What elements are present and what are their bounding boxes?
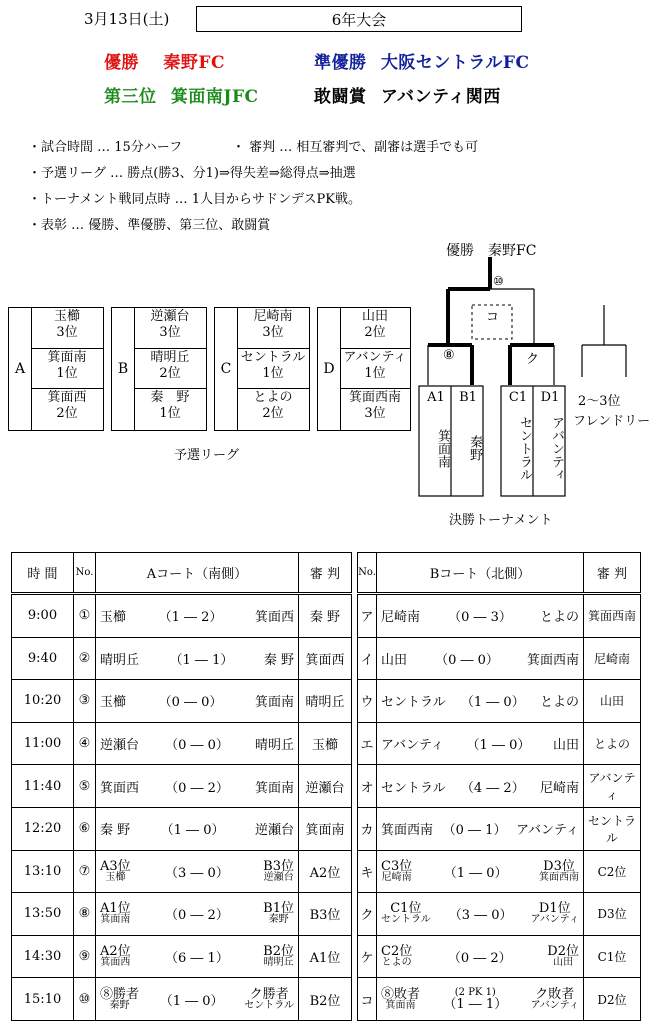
team-cell: 山田	[381, 652, 408, 668]
score-cell: （6 ― 1）	[165, 951, 229, 967]
schedule-row	[12, 722, 641, 765]
court-a-match	[96, 935, 299, 978]
team-cell: 晴明丘	[100, 652, 140, 668]
referee-a: B3位	[299, 893, 352, 936]
match-time: 13:10	[12, 850, 74, 893]
team-cell: A2位 箕面西	[100, 944, 131, 969]
referee-b: D3位	[584, 893, 641, 936]
match-time: 15:10	[12, 978, 74, 1021]
team-cell: 尼崎南	[539, 780, 579, 796]
semi-right-number: ク	[526, 352, 540, 367]
slot-team: セントラル	[517, 415, 532, 481]
referee-a: B2位	[299, 978, 352, 1021]
court-a-match	[96, 637, 299, 680]
group-team: 山田 2位	[340, 308, 410, 349]
court-a-match	[96, 765, 299, 808]
score-cell: （0 ― 2）	[165, 780, 229, 796]
match-number: ⑦	[74, 850, 96, 893]
slot-team: アバンティ	[549, 415, 564, 481]
group-team: セントラル 1位	[237, 349, 309, 390]
team-cell: 秦 野	[263, 652, 294, 668]
match-number-b: ウ	[358, 680, 377, 723]
header-court-b: Bコート（北側）	[377, 553, 584, 594]
match-number: ⑥	[74, 807, 96, 850]
slot-team: 箕面南	[435, 428, 450, 468]
third-place-match: コ	[486, 310, 500, 325]
match-number-b: ク	[358, 893, 377, 936]
team-cell: 箕面南	[254, 780, 294, 796]
team-cell: B1位 秦野	[263, 901, 294, 926]
referee-a: A2位	[299, 850, 352, 893]
match-number: ③	[74, 680, 96, 723]
team-cell: D3位 箕面西南	[539, 858, 579, 883]
match-number: ①	[74, 594, 96, 638]
referee-b: 山田	[584, 680, 641, 723]
court-a-match	[96, 893, 299, 936]
group-team: 箕面西南 3位	[348, 390, 401, 422]
header-ref-b: 審 判	[584, 553, 641, 594]
team-cell: とよの	[539, 610, 579, 626]
header-no-b: No.	[358, 553, 377, 594]
group-team: とよの 2位	[253, 390, 293, 422]
match-number: ④	[74, 722, 96, 765]
match-number: ②	[74, 637, 96, 680]
referee-b: とよの	[584, 722, 641, 765]
referee-a: 晴明丘	[299, 680, 352, 723]
team-cell: 尼崎南	[381, 610, 421, 626]
schedule-row	[12, 807, 641, 850]
match-number: ⑧	[74, 893, 96, 936]
runner-team: 大阪セントラルFC	[380, 53, 530, 73]
team-cell: セントラル	[381, 780, 446, 796]
court-b-match	[377, 680, 584, 723]
score-cell: （0 ― 1）	[442, 823, 507, 839]
score-cell: （3 ― 0）	[448, 908, 513, 924]
slot-code: B1	[459, 390, 477, 405]
referee-a: 玉櫛	[299, 722, 352, 765]
match-number-b: エ	[358, 722, 377, 765]
rule-line-1b: ・ 審判 … 相互審判で、副審は選手でも可	[232, 140, 479, 155]
schedule-row	[12, 637, 641, 680]
third-label: 第三位	[104, 87, 157, 107]
group-b	[111, 307, 207, 431]
court-a-match	[96, 722, 299, 765]
slot-code: C1	[508, 390, 528, 405]
schedule-row	[12, 935, 641, 978]
tournament-label: 決勝トーナメント	[449, 513, 553, 528]
court-b-match	[377, 978, 584, 1021]
team-cell: とよの	[539, 695, 579, 711]
score-cell: （1 ― 2）	[158, 610, 223, 626]
header-court-a: Aコート（南側）	[96, 553, 299, 594]
team-cell: B2位 晴明丘	[263, 944, 294, 969]
referee-b: D2位	[584, 978, 641, 1021]
team-cell: アバンティ	[381, 738, 444, 754]
match-number-b: キ	[358, 850, 377, 893]
group-team: 箕面西 2位	[47, 390, 87, 422]
schedule-table	[11, 552, 641, 1021]
score-cell: （1 ― 1）	[169, 652, 234, 668]
team-cell: ク勝者 セントラル	[244, 986, 294, 1011]
team-cell: 山田	[552, 738, 579, 754]
champion-team: 秦野FC	[163, 53, 226, 73]
referee-b: 箕面西南	[584, 594, 641, 638]
court-b-match	[377, 765, 584, 808]
court-b-match	[377, 850, 584, 893]
team-cell: C1位 セントラル	[381, 901, 431, 926]
schedule-row	[12, 765, 641, 808]
score-cell: （0 ― 3）	[448, 610, 512, 626]
match-number: ⑩	[74, 978, 96, 1021]
match-time: 12:20	[12, 807, 74, 850]
referee-a: A1位	[299, 935, 352, 978]
match-time: 9:00	[12, 594, 74, 638]
score-cell: （1 ― 0）	[160, 823, 225, 839]
third-team: 箕面南JFC	[170, 87, 259, 107]
team-cell: A3位 玉櫛	[100, 858, 131, 883]
team-cell: ク敗者 アバンティ	[530, 986, 579, 1011]
runner-label: 準優勝	[314, 53, 367, 73]
team-cell: D1位 アバンティ	[530, 901, 579, 926]
bracket-winner: 優勝 秦野FC	[446, 243, 537, 259]
score-cell: （0 ― 0）	[435, 652, 499, 668]
match-number-b: カ	[358, 807, 377, 850]
match-time: 10:20	[12, 680, 74, 723]
match-number-b: オ	[358, 765, 377, 808]
court-a-match	[96, 850, 299, 893]
team-cell: 晴明丘	[254, 738, 294, 754]
group-team: 箕面南 1位	[31, 349, 103, 390]
match-number: ⑤	[74, 765, 96, 808]
match-time: 11:00	[12, 722, 74, 765]
score-cell: （4 ― 2）	[460, 780, 525, 796]
court-a-match	[96, 680, 299, 723]
group-letter: C	[215, 308, 238, 430]
header-ref-a: 審 判	[299, 553, 352, 594]
schedule-row	[12, 893, 641, 936]
court-a-match	[96, 978, 299, 1021]
team-cell: B3位 逆瀬台	[263, 858, 294, 883]
event-title: 6年大会	[196, 6, 522, 32]
team-cell: 箕面西	[100, 780, 140, 796]
fighting-award	[314, 82, 501, 107]
score-cell: （3 ― 0）	[165, 865, 229, 881]
match-number-b: イ	[358, 637, 377, 680]
referee-b: C1位	[584, 935, 641, 978]
match-number-b: ア	[358, 594, 377, 638]
slot-team: 秦野	[467, 435, 482, 461]
group-team: 晴明丘 2位	[134, 349, 206, 390]
court-a-match	[96, 807, 299, 850]
schedule-row	[12, 594, 641, 638]
schedule-row	[12, 680, 641, 723]
group-team: 玉櫛 3位	[31, 308, 103, 349]
league-label: 予選リーグ	[174, 448, 240, 463]
team-cell: 箕面西南	[381, 823, 434, 839]
team-cell: ⑧勝者 秦野	[100, 986, 140, 1011]
group-letter: B	[112, 308, 135, 430]
referee-a: 箕面西	[299, 637, 352, 680]
score-cell: (2 PK 1) （1 ― 1）	[443, 986, 508, 1012]
group-letter: D	[318, 308, 341, 430]
schedule-row	[12, 978, 641, 1021]
group-team: 逆瀬台 3位	[134, 308, 206, 349]
team-cell: 秦 野	[100, 823, 131, 839]
match-number-b: コ	[358, 978, 377, 1021]
team-cell: D2位 山田	[547, 944, 579, 969]
team-cell: 箕面西	[254, 610, 294, 626]
group-team: 秦 野 1位	[150, 390, 190, 422]
group-team: アバンティ 1位	[340, 349, 410, 390]
schedule-header	[12, 553, 641, 594]
team-cell: A1位 箕面南	[100, 901, 131, 926]
match-time: 11:40	[12, 765, 74, 808]
court-b-match	[377, 807, 584, 850]
match-time: 13:50	[12, 893, 74, 936]
score-cell: （1 ― 0）	[460, 695, 525, 711]
match-number: ⑨	[74, 935, 96, 978]
group-c	[214, 307, 310, 431]
runner-award	[314, 48, 530, 73]
referee-b: C2位	[584, 850, 641, 893]
referee-a: 逆瀬台	[299, 765, 352, 808]
team-cell: 箕面西南	[526, 652, 579, 668]
champion-label: 優勝	[104, 53, 139, 73]
friendly-label: フレンドリー	[573, 414, 651, 429]
court-b-match	[377, 594, 584, 638]
group-d	[317, 307, 411, 431]
referee-a: 秦 野	[299, 594, 352, 638]
match-time: 9:40	[12, 637, 74, 680]
team-cell: 箕面南	[254, 695, 294, 711]
score-cell: （1 ― 0）	[466, 738, 531, 754]
final-match-number: ⑩	[493, 274, 504, 288]
score-cell: （0 ― 0）	[165, 738, 229, 754]
score-cell: （0 ― 2）	[165, 908, 229, 924]
court-b-match	[377, 722, 584, 765]
fighting-team: アバンティ関西	[380, 87, 501, 107]
team-cell: 玉櫛	[100, 610, 127, 626]
rule-line-4: ・表彰 … 優勝、準優勝、第三位、敢闘賞	[28, 218, 271, 233]
rule-line-1: ・試合時間 … 15分ハーフ	[28, 140, 183, 155]
court-b-match	[377, 893, 584, 936]
team-cell: セントラル	[381, 695, 446, 711]
slot-code: A1	[427, 390, 445, 405]
score-cell: （1 ― 0）	[443, 865, 508, 881]
match-number-b: ケ	[358, 935, 377, 978]
schedule-row	[12, 850, 641, 893]
event-date: 3月13日(土)	[84, 10, 170, 28]
score-cell: （0 ― 0）	[158, 695, 223, 711]
rule-line-2: ・予選リーグ … 勝点(勝3、分1)⇒得失差⇒総得点⇒抽選	[28, 166, 356, 181]
header-no: No.	[74, 553, 96, 594]
team-cell: ⑧敗者 箕面南	[381, 986, 421, 1011]
fighting-label: 敢闘賞	[314, 87, 367, 107]
referee-a: 箕面南	[299, 807, 352, 850]
court-b-match	[377, 637, 584, 680]
slot-code: D1	[540, 390, 560, 405]
team-cell: C2位 とよの	[381, 944, 413, 969]
header-time: 時 間	[12, 553, 74, 594]
group-team: 尼崎南 3位	[237, 308, 309, 349]
team-cell: C3位 尼崎南	[381, 858, 413, 883]
semi-left-number: ⑧	[443, 348, 455, 363]
champion-award	[104, 48, 225, 73]
score-cell: （1 ― 0）	[159, 993, 224, 1009]
team-cell: アバンティ	[516, 823, 579, 839]
court-b-match	[377, 935, 584, 978]
referee-b: 尼崎南	[584, 637, 641, 680]
match-time: 14:30	[12, 935, 74, 978]
referee-b: セントラル	[584, 807, 641, 850]
court-a-match	[96, 594, 299, 638]
third-award	[104, 82, 259, 107]
referee-b: アバンティ	[584, 765, 641, 808]
team-cell: 逆瀬台	[100, 738, 140, 754]
team-cell: 玉櫛	[100, 695, 127, 711]
group-letter: A	[9, 308, 32, 430]
friendly-rank: 2～3位	[578, 394, 621, 409]
score-cell: （0 ― 2）	[447, 951, 512, 967]
team-cell: 逆瀬台	[254, 823, 294, 839]
rule-line-3: ・トーナメント戦同点時 … 1人目からサドンデスPK戦。	[28, 192, 361, 207]
group-a	[8, 307, 104, 431]
